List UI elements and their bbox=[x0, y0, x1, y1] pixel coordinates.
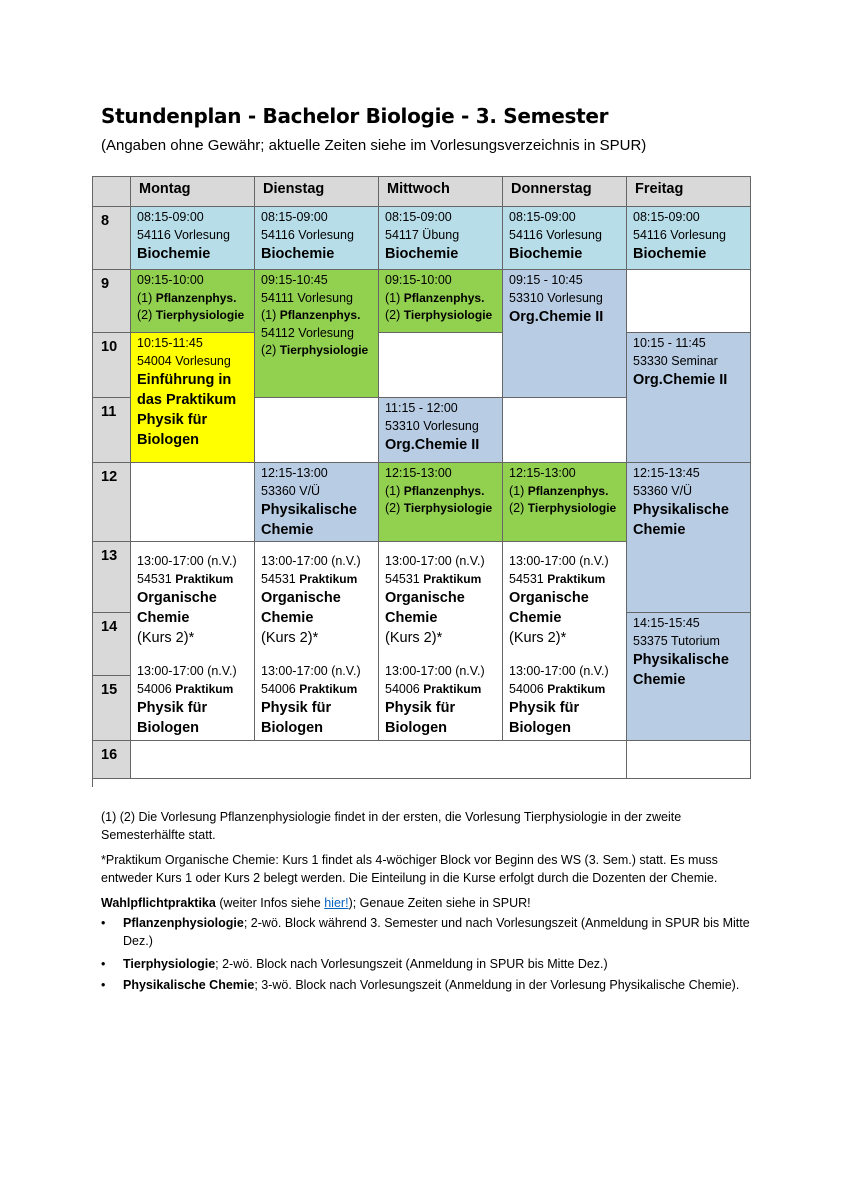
course-cell-physiologie bbox=[131, 270, 255, 333]
item-title: Pflanzenphysiologie bbox=[123, 916, 244, 930]
course-title: Physik für Biologen bbox=[261, 700, 332, 736]
course-number: 53330 Seminar bbox=[633, 353, 718, 368]
course-title: Pflanzenphys. bbox=[403, 290, 485, 305]
course-time: 09:15-10:00 bbox=[385, 273, 452, 287]
course-type: Praktikum bbox=[547, 571, 606, 586]
course-note: (Kurs 2)* bbox=[261, 630, 319, 646]
item-title: Tierphysiologie bbox=[123, 957, 216, 971]
course-cell-physiologie bbox=[255, 270, 379, 398]
course-title: Org.Chemie II bbox=[509, 309, 604, 325]
course-cell-org-chemie bbox=[503, 270, 627, 398]
hour-label: 16 bbox=[93, 741, 131, 779]
course-cell-physiologie bbox=[379, 270, 503, 333]
course-type: Praktikum bbox=[175, 571, 234, 586]
footnote-physiologie: (1) (2) Die Vorlesung Pflanzenphysiologie findet in der ersten, die Vorlesung Tierphysiologie in der zweite Semesterhälfte statt. bbox=[101, 810, 682, 842]
course-title: Org.Chemie II bbox=[385, 437, 480, 453]
course-number: 54531 bbox=[509, 571, 548, 586]
course-cell-biochemie bbox=[379, 207, 503, 270]
course-cell-org-chemie bbox=[627, 333, 751, 463]
course-number: 53360 V/Ü bbox=[261, 483, 321, 498]
course-number: 54531 bbox=[385, 571, 424, 586]
empty-cell bbox=[255, 398, 379, 463]
course-title: Physik für Biologen bbox=[509, 700, 580, 736]
course-marker: (1) bbox=[509, 483, 528, 498]
course-number: 54004 Vorlesung bbox=[137, 353, 231, 368]
course-title: Tierphysiologie bbox=[403, 501, 493, 515]
course-title: Einführung in das Praktikum Physik für Biologen bbox=[137, 372, 237, 448]
course-cell-physiologie bbox=[379, 463, 503, 542]
wahlpflicht-post: ); Genaue Zeiten siehe in SPUR! bbox=[348, 896, 531, 910]
list-item bbox=[101, 977, 761, 995]
course-time: 13:00-17:00 (n.V.) bbox=[509, 554, 609, 568]
empty-cell bbox=[627, 270, 751, 333]
course-title: Pflanzenphys. bbox=[279, 308, 361, 322]
course-title: Pflanzenphys. bbox=[403, 483, 485, 498]
course-cell-einfuehrung bbox=[131, 333, 255, 463]
course-time: 12:15-13:00 bbox=[509, 466, 576, 480]
course-title: Tierphysiologie bbox=[403, 308, 493, 322]
hour-label: 14 bbox=[93, 613, 131, 676]
course-title: Organische Chemie bbox=[509, 590, 589, 626]
empty-cell bbox=[503, 398, 627, 463]
wahlpflicht-line bbox=[101, 895, 761, 913]
course-cell-biochemie bbox=[255, 207, 379, 270]
hour-label: 8 bbox=[93, 207, 131, 270]
course-marker: (2) bbox=[509, 501, 528, 515]
course-cell-praktikum bbox=[503, 542, 627, 741]
course-title: Biochemie bbox=[385, 246, 459, 262]
course-time: 13:00-17:00 (n.V.) bbox=[509, 664, 609, 678]
course-title: Organische Chemie bbox=[385, 590, 465, 626]
empty-cell bbox=[627, 741, 751, 779]
course-time: 12:15-13:00 bbox=[385, 466, 452, 480]
course-title: Physikalische Chemie bbox=[633, 502, 729, 538]
course-number: 54116 Vorlesung bbox=[633, 227, 726, 242]
course-marker: (2) bbox=[385, 308, 404, 322]
course-time: 09:15-10:45 bbox=[261, 273, 328, 287]
list-item bbox=[101, 956, 761, 974]
course-number: 53360 V/Ü bbox=[633, 483, 693, 498]
wahlpflicht-label: Wahlpflichtpraktika bbox=[101, 896, 216, 910]
course-number: 54111 Vorlesung bbox=[261, 290, 353, 305]
list-item bbox=[101, 915, 761, 950]
course-title: Tierphysiologie bbox=[279, 343, 369, 357]
timetable bbox=[92, 176, 751, 787]
course-time: 12:15-13:45 bbox=[633, 466, 700, 480]
course-note: (Kurs 2)* bbox=[509, 630, 567, 646]
empty-cell bbox=[131, 463, 255, 542]
course-number: 54006 bbox=[137, 681, 176, 696]
hour-label: 10 bbox=[93, 333, 131, 398]
course-cell-praktikum bbox=[255, 542, 379, 741]
course-time: 08:15-09:00 bbox=[137, 210, 204, 224]
course-time: 10:15-11:45 bbox=[137, 336, 203, 350]
course-cell-org-chemie bbox=[379, 398, 503, 463]
course-marker: (1) bbox=[385, 483, 404, 498]
course-cell-praktikum bbox=[131, 542, 255, 741]
page-title: Stundenplan - Bachelor Biologie - 3. Semester bbox=[101, 104, 609, 128]
course-note: (Kurs 2)* bbox=[137, 630, 195, 646]
course-title: Physik für Biologen bbox=[137, 700, 208, 736]
course-type: Praktikum bbox=[175, 681, 234, 696]
page-subtitle: (Angaben ohne Gewähr; aktuelle Zeiten siehe im Vorlesungsverzeichnis in SPUR) bbox=[101, 137, 647, 154]
course-cell-phys-chemie bbox=[627, 613, 751, 741]
course-cell-biochemie bbox=[131, 207, 255, 270]
course-type: Praktikum bbox=[423, 681, 482, 696]
course-marker: (1) bbox=[137, 290, 156, 305]
course-title: Biochemie bbox=[261, 246, 335, 262]
course-time: 12:15-13:00 bbox=[261, 466, 328, 480]
wahlpflicht-pre: (weiter Infos siehe bbox=[215, 896, 325, 910]
course-time: 13:00-17:00 (n.V.) bbox=[385, 664, 485, 678]
day-header-montag: Montag bbox=[131, 177, 255, 207]
course-time: 13:00-17:00 (n.V.) bbox=[137, 554, 237, 568]
empty-cell bbox=[131, 741, 627, 779]
course-time: 10:15 - 11:45 bbox=[633, 336, 706, 350]
course-marker: (1) bbox=[385, 290, 404, 305]
course-title: Biochemie bbox=[137, 246, 211, 262]
course-time: 13:00-17:00 (n.V.) bbox=[261, 664, 361, 678]
bullet-icon: • bbox=[101, 978, 106, 992]
course-time: 08:15-09:00 bbox=[261, 210, 328, 224]
course-title: Pflanzenphys. bbox=[155, 290, 237, 305]
course-title: Tierphysiologie bbox=[155, 308, 245, 322]
course-number: 54531 bbox=[137, 571, 176, 586]
item-text: ; 2-wö. Block während 3. Semester und nach Vorlesungszeit (Anmeldung in SPUR bis Mitte Dez.) bbox=[123, 916, 750, 948]
course-time: 09:15-10:00 bbox=[137, 273, 204, 287]
hour-label: 11 bbox=[93, 398, 131, 463]
course-title: Biochemie bbox=[509, 246, 583, 262]
day-header-freitag: Freitag bbox=[627, 177, 751, 207]
course-time: 08:15-09:00 bbox=[633, 210, 700, 224]
hour-label: 9 bbox=[93, 270, 131, 333]
course-type: Praktikum bbox=[299, 571, 358, 586]
course-cell-phys-chemie bbox=[627, 463, 751, 613]
course-number: 53375 Tutorium bbox=[633, 633, 720, 648]
course-number: 53310 Vorlesung bbox=[509, 290, 603, 305]
course-number: 54116 Vorlesung bbox=[137, 227, 230, 242]
bullet-icon: • bbox=[101, 957, 106, 971]
empty-cell bbox=[379, 333, 503, 398]
course-time: 13:00-17:00 (n.V.) bbox=[385, 554, 485, 568]
course-title: Physikalische Chemie bbox=[633, 652, 729, 688]
day-header-dienstag: Dienstag bbox=[255, 177, 379, 207]
day-header-mittwoch: Mittwoch bbox=[379, 177, 503, 207]
course-number: 54006 bbox=[509, 681, 548, 696]
course-title: Pflanzenphys. bbox=[527, 483, 609, 498]
course-note: (Kurs 2)* bbox=[385, 630, 443, 646]
hour-label: 15 bbox=[93, 676, 131, 741]
course-number: 54117 Übung bbox=[385, 227, 460, 242]
bullet-icon: • bbox=[101, 916, 106, 930]
course-cell-biochemie bbox=[627, 207, 751, 270]
course-cell-physiologie bbox=[503, 463, 627, 542]
footnote-praktikum: *Praktikum Organische Chemie: Kurs 1 findet als 4-wöchiger Block vor Beginn des WS (3. Sem.) statt. Es muss entweder Kurs 1 oder Kurs 2 belegt werden. Die Einteilung in die Kurse erfolgt durch die Dozenten der Chemie. bbox=[101, 853, 718, 885]
course-number: 54112 Vorlesung bbox=[261, 325, 354, 340]
course-number: 54116 Vorlesung bbox=[261, 227, 354, 242]
course-number: 54006 bbox=[261, 681, 300, 696]
course-number: 54116 Vorlesung bbox=[509, 227, 602, 242]
course-time: 14:15-15:45 bbox=[633, 616, 700, 630]
course-time: 11:15 - 12:00 bbox=[385, 401, 458, 415]
course-marker: (2) bbox=[261, 343, 280, 357]
item-text: ; 2-wö. Block nach Vorlesungszeit (Anmeldung in SPUR bis Mitte Dez.) bbox=[215, 957, 608, 971]
hour-label: 12 bbox=[93, 463, 131, 542]
course-number: 53310 Vorlesung bbox=[385, 418, 479, 433]
course-number: 54006 bbox=[385, 681, 424, 696]
course-time: 13:00-17:00 (n.V.) bbox=[261, 554, 361, 568]
course-title: Organische Chemie bbox=[261, 590, 341, 626]
corner-cell bbox=[93, 177, 131, 207]
course-title: Org.Chemie II bbox=[633, 372, 728, 388]
item-text: ; 3-wö. Block nach Vorlesungszeit (Anmeldung in der Vorlesung Physikalische Chemie). bbox=[254, 978, 740, 992]
course-title: Biochemie bbox=[633, 246, 707, 262]
course-time: 08:15-09:00 bbox=[509, 210, 576, 224]
course-title: Organische Chemie bbox=[137, 590, 217, 626]
course-time: 13:00-17:00 (n.V.) bbox=[137, 664, 237, 678]
course-type: Praktikum bbox=[423, 571, 482, 586]
course-type: Praktikum bbox=[299, 681, 358, 696]
item-title: Physikalische Chemie bbox=[123, 978, 255, 992]
course-time: 08:15-09:00 bbox=[385, 210, 452, 224]
course-cell-praktikum bbox=[379, 542, 503, 741]
day-header-donnerstag: Donnerstag bbox=[503, 177, 627, 207]
course-number: 54531 bbox=[261, 571, 300, 586]
course-marker: (2) bbox=[385, 501, 404, 515]
course-cell-biochemie bbox=[503, 207, 627, 270]
hour-label: 13 bbox=[93, 542, 131, 613]
course-time: 09:15 - 10:45 bbox=[509, 273, 583, 287]
course-marker: (1) bbox=[261, 308, 280, 322]
more-info-link[interactable]: hier! bbox=[324, 896, 349, 910]
course-marker: (2) bbox=[137, 308, 156, 322]
course-title: Tierphysiologie bbox=[527, 501, 617, 515]
course-title: Physikalische Chemie bbox=[261, 502, 357, 538]
course-cell-phys-chemie bbox=[255, 463, 379, 542]
course-title: Physik für Biologen bbox=[385, 700, 456, 736]
course-type: Praktikum bbox=[547, 681, 606, 696]
